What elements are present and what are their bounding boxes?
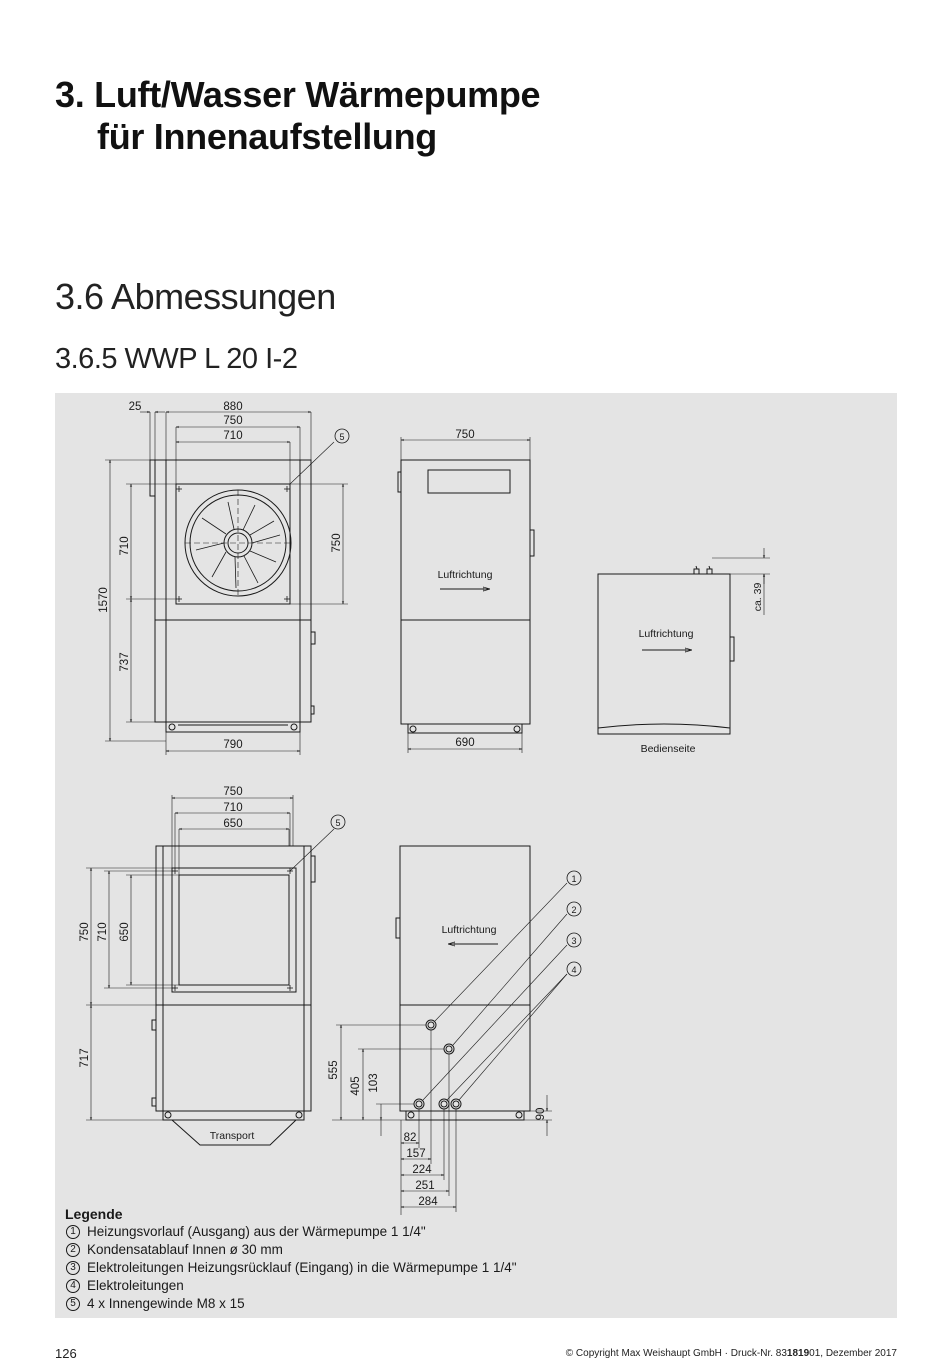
callout-1-label: 1 — [571, 874, 577, 884]
dim-side-690: 690 — [455, 737, 475, 749]
dim-front-offset: 25 — [128, 401, 142, 413]
front-view — [150, 460, 315, 732]
legend-item-text: Kondensatablauf Innen ø 30 mm — [87, 1242, 283, 1257]
dim-rear-750: 750 — [223, 786, 243, 798]
dim-rear-710: 710 — [223, 802, 243, 814]
legend-item — [65, 1223, 517, 1241]
legend-item — [65, 1259, 517, 1277]
dim-conn-90: 90 — [535, 1107, 547, 1121]
page-number: 126 — [55, 1346, 77, 1361]
callout-4-label: 4 — [571, 965, 577, 975]
connection-view — [396, 846, 530, 1120]
legend-item-number: 4 — [66, 1279, 80, 1293]
legend-item-number: 2 — [66, 1243, 80, 1257]
top-view — [598, 566, 734, 734]
dim-conn-82: 82 — [403, 1132, 417, 1144]
copyright-text: © Copyright Max Weishaupt GmbH · Druck-Nr. 83 — [565, 1348, 787, 1359]
dim-rear-710-vertical: 710 — [97, 922, 109, 942]
subsection-title: 3.6.5 WWP L 20 I-2 — [55, 343, 298, 375]
dim-rear-717: 717 — [79, 1048, 91, 1068]
legend-item-number: 5 — [66, 1297, 80, 1311]
copyright-date: 01, Dezember 2017 — [809, 1348, 897, 1359]
dim-conn-405: 405 — [350, 1076, 362, 1096]
side-airflow-label: Luftrichtung — [437, 569, 493, 581]
legend-item-text: Heizungsvorlauf (Ausgang) aus der Wärmepumpe 1 1/4" — [87, 1224, 426, 1239]
legend-item-text: Elektroleitungen Heizungsrücklauf (Eingang) in die Wärmepumpe 1 1/4" — [87, 1260, 517, 1275]
legend-item — [65, 1241, 517, 1259]
dim-front-710-vertical: 710 — [119, 536, 131, 556]
section-title: 3.6 Abmessungen — [55, 276, 336, 317]
dim-front-1570: 1570 — [98, 587, 110, 613]
callout-front-5-label: 5 — [339, 432, 345, 442]
callout-rear-5-label: 5 — [335, 818, 341, 828]
legend-item-number: 3 — [66, 1261, 80, 1275]
dim-conn-157: 157 — [406, 1148, 426, 1160]
legend — [65, 1205, 517, 1313]
print-number-bold: 1819 — [786, 1348, 810, 1359]
dim-rear-650-vertical: 650 — [119, 922, 131, 942]
callout-2-label: 2 — [571, 905, 577, 915]
legend-item — [65, 1277, 517, 1295]
dim-front-710: 710 — [223, 430, 243, 442]
dim-front-750: 750 — [223, 415, 243, 427]
side-view — [398, 460, 534, 733]
top-airflow-label: Luftrichtung — [638, 628, 694, 640]
transport-label: Transport — [209, 1130, 255, 1142]
dim-conn-224: 224 — [412, 1164, 432, 1176]
dim-front-880: 880 — [223, 401, 243, 413]
legend-item-text: 4 x Innengewinde M8 x 15 — [87, 1296, 245, 1311]
legend-item-number: 1 — [66, 1225, 80, 1239]
callout-3-label: 3 — [571, 936, 577, 946]
dim-conn-555: 555 — [328, 1060, 340, 1080]
dim-conn-251: 251 — [415, 1180, 435, 1192]
rear-view — [152, 846, 315, 1145]
dim-conn-284: 284 — [418, 1196, 438, 1208]
legend-item — [65, 1295, 517, 1313]
conn-airflow-label: Luftrichtung — [441, 924, 497, 936]
chapter-title-line2: für Innenaufstellung — [97, 116, 437, 157]
dim-front-750-vertical: 750 — [331, 533, 343, 553]
dim-top-ca39: ca. 39 — [752, 582, 764, 612]
copyright-notice — [566, 1348, 897, 1359]
dim-rear-650: 650 — [223, 818, 243, 830]
dim-side-750: 750 — [455, 429, 475, 441]
dimension-drawing — [55, 393, 897, 1318]
dim-front-737: 737 — [119, 652, 131, 672]
dim-rear-750-vertical: 750 — [79, 922, 91, 942]
operator-side-label: Bedienseite — [640, 743, 696, 755]
legend-item-text: Elektroleitungen — [87, 1278, 184, 1293]
legend-title: Legende — [65, 1206, 123, 1222]
chapter-title — [55, 74, 540, 158]
chapter-title-line1: 3. Luft/Wasser Wärmepumpe — [55, 74, 541, 115]
dim-front-790: 790 — [223, 739, 243, 751]
dim-conn-103: 103 — [368, 1073, 380, 1093]
